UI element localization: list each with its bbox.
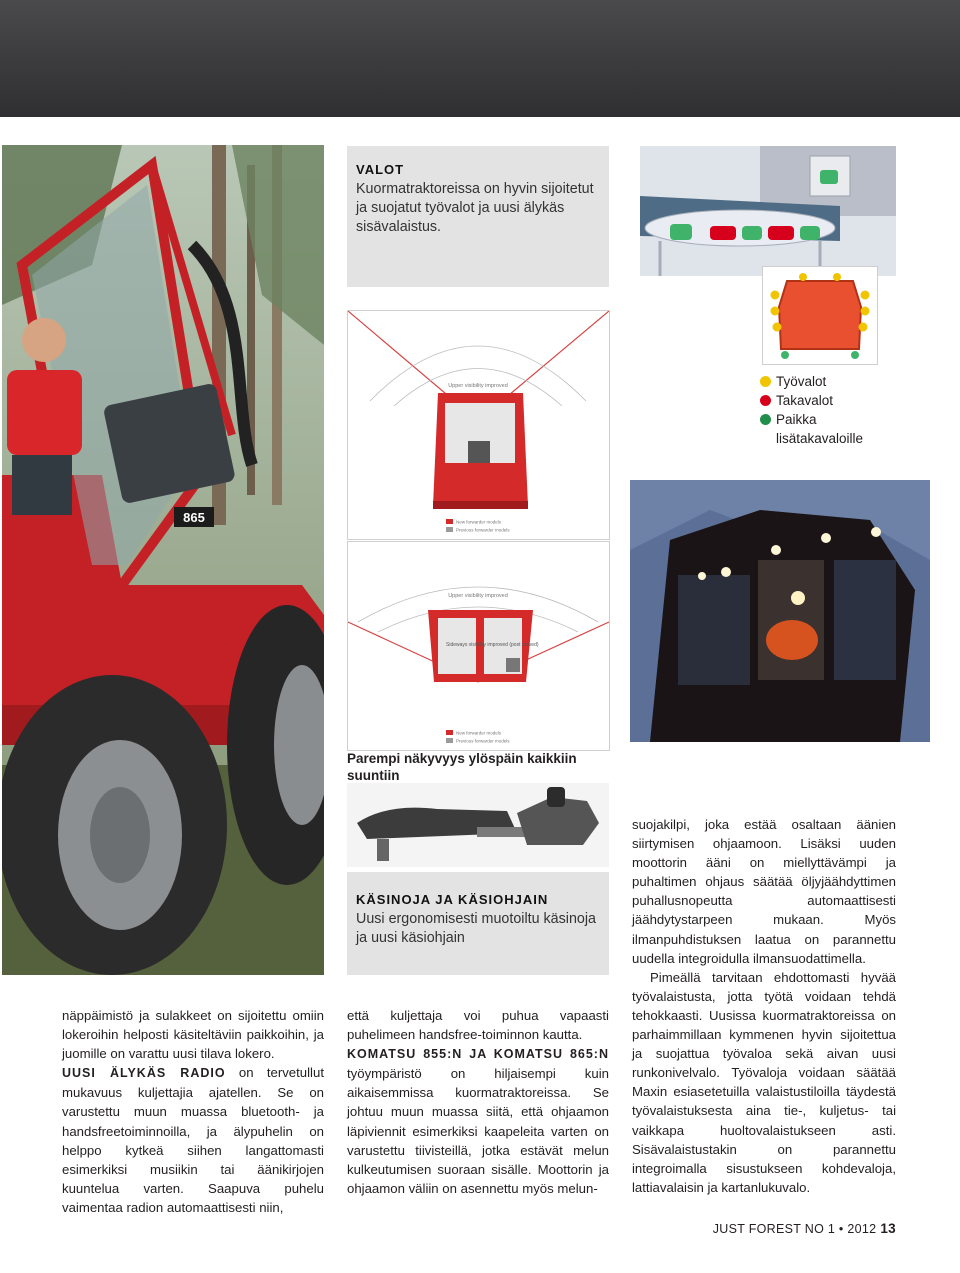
legend-new-top: New forwarder models (456, 519, 502, 525)
red-dot-icon (760, 395, 771, 406)
visibility-diagram-side (347, 310, 610, 540)
legend-item-rear-lights (760, 391, 920, 410)
paragraph: suojakilpi, joka estää osaltaan äänien siirtymisen ohjaamoon. Lisäksi uuden moottorin ääni on miellyttävämpi ja puhaltimen ohjaus säätää öljyjäähdyttimen puhallusnopeutta automaattisesti jäähdytystarpeen mukaan. Myös ilmanpuhdistuksen laatua on parannettu uudella integroidulla ilmansuodattimella. (632, 817, 896, 966)
armrest-title: KÄSINOJA JA KÄSIOHJAIN (356, 892, 549, 907)
page-footer (713, 1221, 896, 1236)
cab-roof-lights-diagram (640, 146, 896, 276)
paragraph: näppäimistö ja sulakkeet on sijoitettu omiin lokeroihin helposti käsiteltäviin paikkoihin, ja juomille on varattu uusi tilava lokero. (62, 1008, 324, 1062)
legend-prev-bottom: Previous forwarder models (456, 738, 510, 744)
visibility-diagram-front (347, 541, 610, 751)
forwarder-cab-photo (2, 145, 324, 975)
legend-label: Takavalot (776, 393, 834, 408)
lights-info-box (347, 146, 609, 287)
lights-legend (760, 372, 920, 448)
legend-prev-top: Previous forwarder models (456, 527, 510, 533)
magazine-issue: JUST FOREST NO 1 • 2012 (712, 1222, 877, 1236)
visibility-label-bottom: Upper visibility improved (448, 593, 508, 599)
paragraph: työympäristö on hiljaisempi kuin aikaisemmissa kuormatraktoreissa. Se johtuu muun muassa siitä, että ohjaamon läpiviennit esimerkiksi kaapeleita varten on varustettu tiivisteillä, jotka estävät melun kulkeutumisen suoraan sisälle. Moottorin ja ohjaamon väliin on asennettu myös melun- (347, 1066, 609, 1196)
visibility-label-top: Upper visibility improved (448, 383, 508, 389)
armrest-image (347, 783, 609, 867)
lights-title: VALOT (356, 162, 405, 177)
paragraph: että kuljettaja voi puhua vapaasti puhelimeen handsfree-toiminnon kautta. (347, 1008, 609, 1043)
rear-lights-diagram (762, 266, 878, 365)
legend-item-extra-rear-lights (760, 410, 920, 448)
text-column-right (632, 815, 896, 1197)
text-column-middle (347, 1006, 609, 1198)
armrest-text: Uusi ergonomisesti muotoiltu käsinoja ja uusi käsiohjain (356, 911, 596, 946)
yellow-dot-icon (760, 376, 771, 387)
lights-text: Kuormatraktoreissa on hyvin sijoitetut ja suojatut työvalot ja uusi älykäs sisävalaistus. (356, 181, 594, 235)
model-badge: 865 (183, 510, 205, 525)
green-dot-icon (760, 414, 771, 425)
keyword: UUSI ÄLYKÄS RADIO (62, 1066, 226, 1081)
header-band (0, 0, 960, 117)
text-column-left (62, 1006, 324, 1217)
armrest-info-box (347, 872, 609, 975)
night-lights-photo (630, 480, 930, 742)
legend-label: Paikka lisätakavaloille (776, 412, 864, 446)
page-number: 13 (880, 1221, 896, 1236)
sideways-label: Sideways visibility improved (post moved) (446, 642, 539, 648)
legend-label: Työvalot (776, 374, 827, 389)
paragraph: Pimeällä tarvitaan ehdottomasti hyvää työvalaistusta, jotta työtä voidaan tehdä tehokkaasti. Uusissa kuormatraktoreissa on parhaimmillaan kymmenen hyvin sijoitettua ja suojattua työvaloa sekä aivan uusi runkonivelvalo. Työvaloja voidaan säätää Maxin esiasetetuilla valaistustiloilla täydestä työvalaistuksesta aina tie-, kuljetus- tai vaikkapa huoltovalaistukseen asti. Sisävalaistustakin on parannettu integroimalla sisustukseen kohdevaloja, lattiavalaisin ja kartanlukuvalo. (632, 969, 896, 1195)
legend-new-bottom: New forwarder models (456, 730, 502, 736)
paragraph: on tervetullut mukavuus kuljettajia ajatellen. Se on varustettu muun muassa bluetooth- ja handsfreetoiminnoilla, ja älypuhelin on helppo kytkeä siihen langattomasti esimerkiksi musiikin tai äänikirjojen kuuntelua varten. Saapuva puhelu vaimentaa radion automaattisesti niin, (62, 1065, 324, 1215)
legend-item-work-lights (760, 372, 920, 391)
visibility-caption: Parempi näkyvyys ylöspäin kaikkiin suuntiin (347, 751, 577, 783)
keyword: KOMATSU 855:N JA KOMATSU 865:N (347, 1047, 609, 1062)
